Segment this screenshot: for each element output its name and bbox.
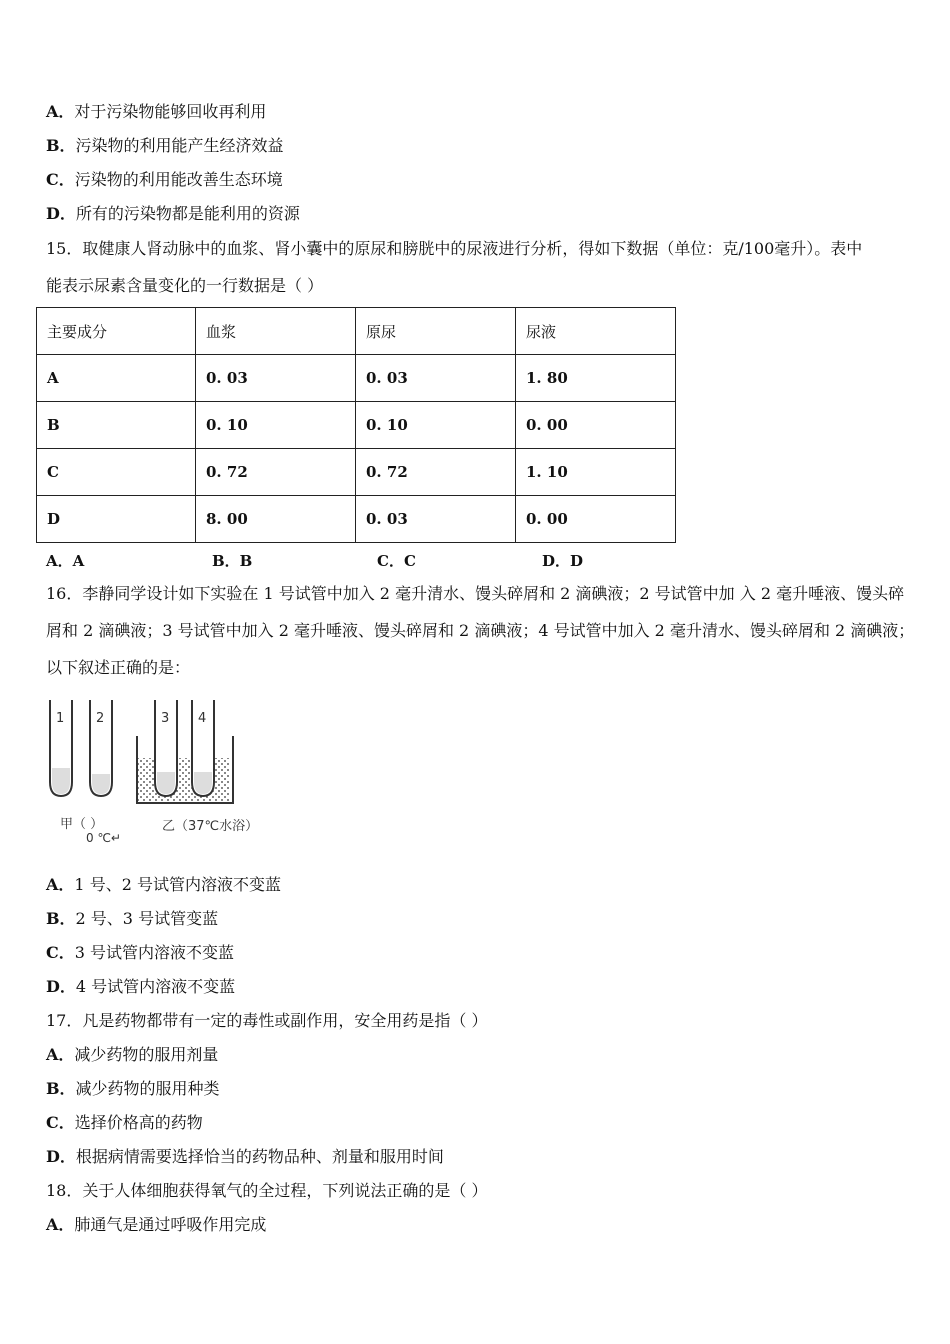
tube-number-1: 1: [56, 711, 65, 726]
water-bath: [137, 736, 233, 803]
tube-number-3: 3: [161, 711, 170, 726]
test-tube-figure: [40, 696, 280, 856]
q14-option-d: D．所有的污染物都是能利用的资源: [46, 204, 300, 223]
table-row: [37, 355, 676, 402]
table-header-cell: 主要成分: [37, 308, 196, 355]
table-header-row: [37, 308, 676, 355]
q15-stem-line1: 15．取健康人肾动脉中的血浆、肾小囊中的原尿和膀胱中的尿液进行分析，得如下数据（单位：克/100毫升）。表中: [46, 239, 863, 258]
tube-number-2: 2: [96, 711, 105, 726]
q17-option-c: C．选择价格高的药物: [46, 1113, 203, 1132]
label-jia-temp: 0 ℃↵: [86, 831, 121, 845]
table-cell: 0. 10: [196, 402, 356, 449]
q18-option-a: A．肺通气是通过呼吸作用完成: [46, 1215, 267, 1234]
table-cell: C: [37, 449, 196, 496]
q16-option-a: A．1 号、2 号试管内溶液不变蓝: [46, 875, 281, 894]
q16-stem-line2: 屑和 2 滴碘液；3 号试管中加入 2 毫升唾液、馒头碎屑和 2 滴碘液；4 号试管中加入 2 毫升清水、馒头碎屑和 2 滴碘液；: [46, 621, 915, 640]
label-yi: 乙（37℃水浴）: [162, 819, 259, 834]
q15-option-b: B．B: [212, 552, 253, 570]
table-cell: 1. 80: [516, 355, 676, 402]
q18-stem: 18．关于人体细胞获得氧气的全过程，下列说法正确的是（ ）: [46, 1181, 488, 1200]
table-header-cell: 血浆: [196, 308, 356, 355]
test-tube-4: [192, 700, 214, 796]
table-cell: 0. 72: [356, 449, 516, 496]
tube-number-4: 4: [198, 711, 207, 726]
q14-option-c: C．污染物的利用能改善生态环境: [46, 170, 283, 189]
table-row: [37, 449, 676, 496]
q15-option-a: A．A: [46, 552, 85, 570]
table-cell: 8. 00: [196, 496, 356, 543]
table-cell: A: [37, 355, 196, 402]
test-tube-2: [90, 700, 112, 796]
table-cell: 0. 00: [516, 496, 676, 543]
q15-stem-line2: 能表示尿素含量变化的一行数据是（ ）: [46, 276, 324, 295]
table-cell: 0. 03: [356, 496, 516, 543]
q15-data-table: [36, 307, 676, 543]
q15-option-d: D．D: [542, 552, 584, 570]
test-tube-3: [155, 700, 177, 796]
table-cell: 0. 72: [196, 449, 356, 496]
test-tube-1: [50, 700, 72, 796]
q15-option-c: C．C: [377, 552, 416, 570]
table-cell: B: [37, 402, 196, 449]
table-row: [37, 496, 676, 543]
table-cell: 0. 00: [516, 402, 676, 449]
table-cell: 0. 03: [356, 355, 516, 402]
q16-stem-line1: 16．李静同学设计如下实验在 1 号试管中加入 2 毫升清水、馒头碎屑和 2 滴碘液；2 号试管中加 入 2 毫升唾液、馒头碎: [46, 584, 905, 603]
q16-option-d: D．4 号试管内溶液不变蓝: [46, 977, 236, 996]
q17-option-a: A．减少药物的服用剂量: [46, 1045, 219, 1064]
table-header-cell: 尿液: [516, 308, 676, 355]
label-jia: 甲（ ）: [60, 817, 104, 832]
q17-option-d: D．根据病情需要选择恰当的药物品种、剂量和服用时间: [46, 1147, 444, 1166]
table-header-cell: 原尿: [356, 308, 516, 355]
table-cell: 1. 10: [516, 449, 676, 496]
table-cell: 0. 10: [356, 402, 516, 449]
q14-option-b: B．污染物的利用能产生经济效益: [46, 136, 284, 155]
q17-stem: 17．凡是药物都带有一定的毒性或副作用，安全用药是指（ ）: [46, 1011, 488, 1030]
q16-option-b: B．2 号、3 号试管变蓝: [46, 909, 219, 928]
table-row: [37, 402, 676, 449]
q14-option-a: A．对于污染物能够回收再利用: [46, 102, 267, 121]
q17-option-b: B．减少药物的服用种类: [46, 1079, 220, 1098]
table-cell: 0. 03: [196, 355, 356, 402]
q16-option-c: C．3 号试管内溶液不变蓝: [46, 943, 235, 962]
table-cell: D: [37, 496, 196, 543]
q16-stem-line3: 以下叙述正确的是：: [46, 658, 191, 677]
